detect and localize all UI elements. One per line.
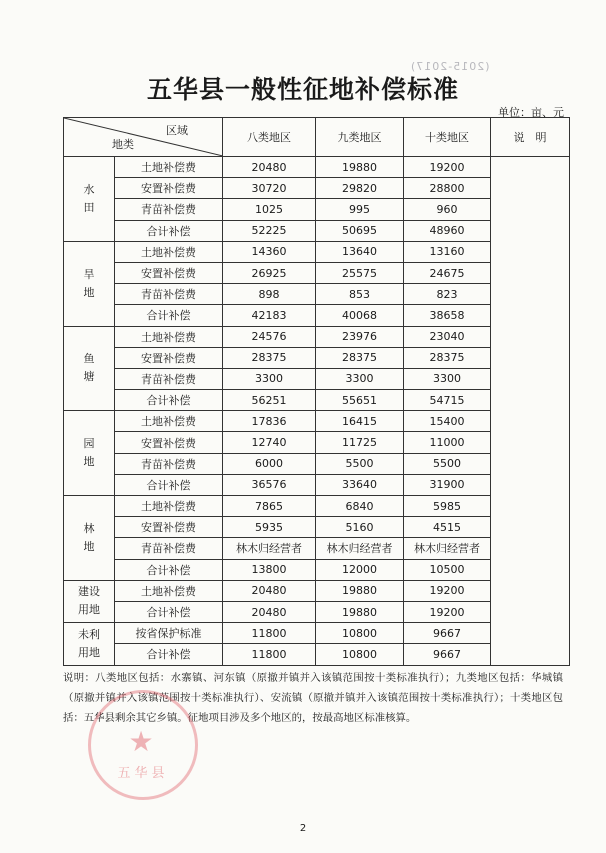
item-cell: 土地补偿费 <box>115 157 223 178</box>
value-class9: 3300 <box>316 368 404 389</box>
value-class10: 38658 <box>404 305 491 326</box>
item-cell: 土地补偿费 <box>115 326 223 347</box>
item-cell: 合计补偿 <box>115 390 223 411</box>
value-class8: 7865 <box>223 496 316 517</box>
category-cell: 未利 用地 <box>64 623 115 665</box>
item-cell: 安置补偿费 <box>115 178 223 199</box>
col-header-note: 说 明 <box>491 118 570 157</box>
corner-header-cell <box>64 118 223 157</box>
col-header-class9: 九类地区 <box>316 118 404 157</box>
value-class9: 10800 <box>316 623 404 644</box>
value-class9: 5160 <box>316 517 404 538</box>
value-class10: 5500 <box>404 453 491 474</box>
item-cell: 青苗补偿费 <box>115 284 223 305</box>
value-class9: 19880 <box>316 157 404 178</box>
value-class9: 11725 <box>316 432 404 453</box>
item-cell: 合计补偿 <box>115 220 223 241</box>
value-class8: 3300 <box>223 368 316 389</box>
value-class8: 11800 <box>223 644 316 665</box>
value-class8: 14360 <box>223 241 316 262</box>
page-number: 2 <box>299 823 307 834</box>
value-class9: 12000 <box>316 559 404 580</box>
value-class8: 6000 <box>223 453 316 474</box>
value-class10: 31900 <box>404 474 491 495</box>
compensation-table <box>63 117 570 666</box>
item-cell: 合计补偿 <box>115 559 223 580</box>
value-class10: 19200 <box>404 601 491 622</box>
value-class10: 960 <box>404 199 491 220</box>
value-class9: 55651 <box>316 390 404 411</box>
value-class8: 20480 <box>223 580 316 601</box>
value-class8: 56251 <box>223 390 316 411</box>
value-class10: 11000 <box>404 432 491 453</box>
value-class9: 28375 <box>316 347 404 368</box>
value-class9: 19880 <box>316 580 404 601</box>
value-class9: 6840 <box>316 496 404 517</box>
value-class10: 23040 <box>404 326 491 347</box>
value-class8: 24576 <box>223 326 316 347</box>
value-class9: 10800 <box>316 644 404 665</box>
value-class10: 4515 <box>404 517 491 538</box>
category-cell: 建设 用地 <box>64 580 115 622</box>
official-seal <box>88 690 198 800</box>
item-cell: 安置补偿费 <box>115 347 223 368</box>
item-cell: 合计补偿 <box>115 601 223 622</box>
item-cell: 安置补偿费 <box>115 517 223 538</box>
item-cell: 青苗补偿费 <box>115 368 223 389</box>
value-class9: 853 <box>316 284 404 305</box>
item-cell: 青苗补偿费 <box>115 538 223 559</box>
seal-text: 五华县 <box>117 766 169 781</box>
value-class9: 林木归经营者 <box>316 538 404 559</box>
diagonal-line <box>64 118 223 156</box>
category-cell: 鱼 塘 <box>64 326 115 411</box>
value-class9: 50695 <box>316 220 404 241</box>
value-class9: 25575 <box>316 262 404 283</box>
value-class8: 30720 <box>223 178 316 199</box>
item-cell: 土地补偿费 <box>115 241 223 262</box>
item-cell: 按省保护标准 <box>115 623 223 644</box>
category-cell: 旱 地 <box>64 241 115 326</box>
value-class10: 15400 <box>404 411 491 432</box>
value-class8: 26925 <box>223 262 316 283</box>
value-class10: 28375 <box>404 347 491 368</box>
item-cell: 合计补偿 <box>115 474 223 495</box>
value-class10: 9667 <box>404 644 491 665</box>
value-class8: 5935 <box>223 517 316 538</box>
value-class8: 28375 <box>223 347 316 368</box>
value-class10: 13160 <box>404 241 491 262</box>
table-row <box>64 157 570 178</box>
item-cell: 土地补偿费 <box>115 411 223 432</box>
value-class10: 9667 <box>404 623 491 644</box>
bleed-through-text: (2015-2017) <box>410 60 490 73</box>
value-class8: 17836 <box>223 411 316 432</box>
value-class10: 19200 <box>404 157 491 178</box>
note-column-cell <box>491 157 570 666</box>
value-class8: 11800 <box>223 623 316 644</box>
value-class8: 20480 <box>223 157 316 178</box>
table-body <box>64 157 570 666</box>
value-class8: 林木归经营者 <box>223 538 316 559</box>
value-class8: 12740 <box>223 432 316 453</box>
col-header-class10: 十类地区 <box>404 118 491 157</box>
explanation-note: 说明：八类地区包括：水寨镇、河东镇（原撤并镇并入该镇范围按十类标准执行）；九类地区包括：华城镇（原撤并镇并入该镇范围按十类标准执行）、安流镇（原撤并镇并入该镇范围按十类标准执行）；十类地区包括：五华县剩余其它乡镇。征地项目涉及多个地区的，按最高地区标准核算。 <box>63 672 563 724</box>
col-header-class8: 八类地区 <box>223 118 316 157</box>
value-class9: 40068 <box>316 305 404 326</box>
value-class10: 19200 <box>404 580 491 601</box>
value-class9: 19880 <box>316 601 404 622</box>
value-class8: 42183 <box>223 305 316 326</box>
value-class9: 16415 <box>316 411 404 432</box>
corner-category-label: 地类 <box>112 138 134 151</box>
value-class8: 52225 <box>223 220 316 241</box>
corner-region-label: 区域 <box>166 124 188 137</box>
value-class10: 54715 <box>404 390 491 411</box>
category-cell: 园 地 <box>64 411 115 496</box>
value-class9: 23976 <box>316 326 404 347</box>
value-class8: 36576 <box>223 474 316 495</box>
value-class8: 898 <box>223 284 316 305</box>
value-class10: 林木归经营者 <box>404 538 491 559</box>
unit-label: 单位：亩、元 <box>498 106 564 119</box>
value-class9: 13640 <box>316 241 404 262</box>
value-class10: 10500 <box>404 559 491 580</box>
value-class8: 1025 <box>223 199 316 220</box>
value-class10: 823 <box>404 284 491 305</box>
value-class10: 48960 <box>404 220 491 241</box>
item-cell: 土地补偿费 <box>115 496 223 517</box>
value-class9: 29820 <box>316 178 404 199</box>
item-cell: 合计补偿 <box>115 305 223 326</box>
item-cell: 青苗补偿费 <box>115 199 223 220</box>
category-cell: 水 田 <box>64 157 115 242</box>
category-cell: 林 地 <box>64 496 115 581</box>
value-class10: 24675 <box>404 262 491 283</box>
value-class8: 20480 <box>223 601 316 622</box>
document-title: 五华县一般性征地补偿标准 <box>146 75 459 104</box>
item-cell: 土地补偿费 <box>115 580 223 601</box>
seal-star-icon: ★ <box>128 725 158 758</box>
value-class10: 5985 <box>404 496 491 517</box>
value-class9: 5500 <box>316 453 404 474</box>
value-class10: 3300 <box>404 368 491 389</box>
item-cell: 安置补偿费 <box>115 432 223 453</box>
value-class8: 13800 <box>223 559 316 580</box>
item-cell: 合计补偿 <box>115 644 223 665</box>
item-cell: 安置补偿费 <box>115 262 223 283</box>
value-class9: 995 <box>316 199 404 220</box>
value-class9: 33640 <box>316 474 404 495</box>
value-class10: 28800 <box>404 178 491 199</box>
item-cell: 青苗补偿费 <box>115 453 223 474</box>
